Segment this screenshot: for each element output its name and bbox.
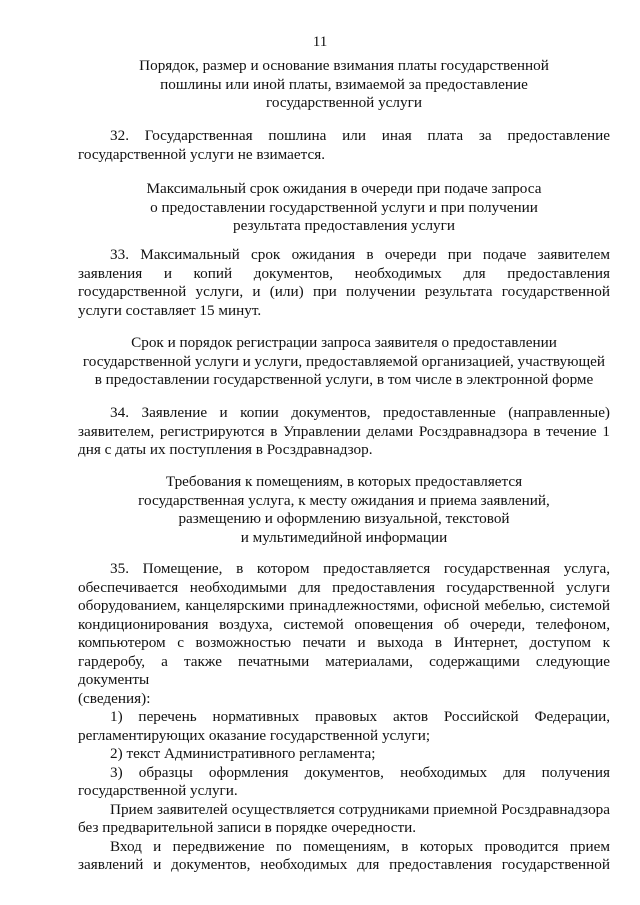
- section-heading-fee: [78, 57, 610, 113]
- heading-line: государственная услуга, к месту ожидания и приема заявлений,: [138, 491, 550, 509]
- paragraph-line: дня с даты их поступления в Росздравнадзор.: [78, 441, 373, 458]
- heading-line: пошлины или иной платы, взимаемой за предоставление: [160, 75, 528, 93]
- heading-line: Срок и порядок регистрации запроса заявителя о предоставлении: [131, 334, 557, 351]
- paragraph-line: без предварительной записи в порядке очередности.: [78, 819, 417, 836]
- heading-line: результата предоставления услуги: [232, 217, 456, 234]
- section-heading-queue: [78, 180, 610, 236]
- paragraph-line: 33. Максимальный срок ожидания в очереди при подаче заявителем: [110, 246, 610, 263]
- paragraph-line: государственной услуги, и (или) при получении результата государственной: [78, 283, 610, 300]
- paragraph-line: 35. Помещение, в котором предоставляется государственная услуга,: [110, 560, 610, 577]
- paragraph-line: обеспечивается необходимыми для предоставления государственной услуги: [78, 578, 610, 596]
- paragraph-33: [78, 246, 610, 320]
- paragraph-32: [78, 127, 610, 164]
- heading-line: о предоставлении государственной услуги и при получении: [150, 198, 538, 216]
- section-heading-registration: [78, 334, 610, 390]
- paragraph-line: заявлений и документов, необходимых для предоставления государственной: [78, 856, 610, 873]
- heading-line: Требования к помещениям, в которых предоставляется: [165, 473, 523, 490]
- paragraph-34: [78, 404, 610, 460]
- heading-line: в предоставлении государственной услуги, в том числе в электронной форме: [94, 371, 594, 388]
- heading-line: Максимальный срок ожидания в очереди при подаче запроса: [146, 180, 542, 197]
- paragraph-line: Вход и передвижение по помещениям, в которых проводится прием: [110, 837, 610, 855]
- page-number: 11: [312, 33, 328, 50]
- list-item-line: 1) перечень нормативных правовых актов Российской Федерации,: [110, 708, 610, 725]
- paragraph-line: гардеробу, а также печатными материалами, содержащими следующие документы: [78, 652, 610, 688]
- heading-line: и мультимедийной информации: [240, 528, 448, 546]
- heading-line: государственной услуги: [266, 94, 422, 111]
- paragraph-35: [78, 560, 610, 875]
- list-item-line: 3) образцы оформления документов, необходимых для получения: [110, 763, 610, 781]
- heading-line: государственной услуги и услуги, предоставляемой организацией, участвующей: [82, 352, 606, 370]
- paragraph-line: кондиционирования воздуха, системой оповещения об очереди, телефоном,: [78, 615, 610, 633]
- list-item-line: регламентирующих оказание государственной услуги;: [78, 726, 431, 744]
- paragraph-line: компьютером с возможностью печати и выхода в Интернет, доступом к: [78, 634, 610, 651]
- paragraph-line: 32. Государственная пошлина или иная плата за предоставление: [110, 127, 610, 144]
- paragraph-line: оборудованием, канцелярскими принадлежностями, офисной мебелью, системой: [78, 597, 610, 614]
- paragraph-line: Прием заявителей осуществляется сотрудниками приемной Росздравнадзора: [110, 800, 610, 818]
- list-item-line: 2) текст Административного регламента;: [110, 745, 376, 762]
- section-heading-premises: [78, 473, 610, 547]
- paragraph-line: государственной услуги не взимается.: [78, 145, 325, 163]
- heading-line: Порядок, размер и основание взимания платы государственной: [139, 57, 549, 74]
- heading-line: размещению и оформлению визуальной, текстовой: [178, 510, 510, 527]
- list-item-line: государственной услуги.: [78, 782, 238, 799]
- paragraph-line: заявителем, регистрируются в Управлении делами Росздравнадзора в течение 1: [78, 422, 610, 440]
- paragraph-line: 34. Заявление и копии документов, предоставленные (направленные): [110, 404, 610, 421]
- paragraph-line: (сведения):: [78, 689, 151, 707]
- paragraph-line: услуги составляет 15 минут.: [78, 301, 262, 319]
- paragraph-line: заявления и копий документов, необходимых для предоставления: [78, 264, 610, 282]
